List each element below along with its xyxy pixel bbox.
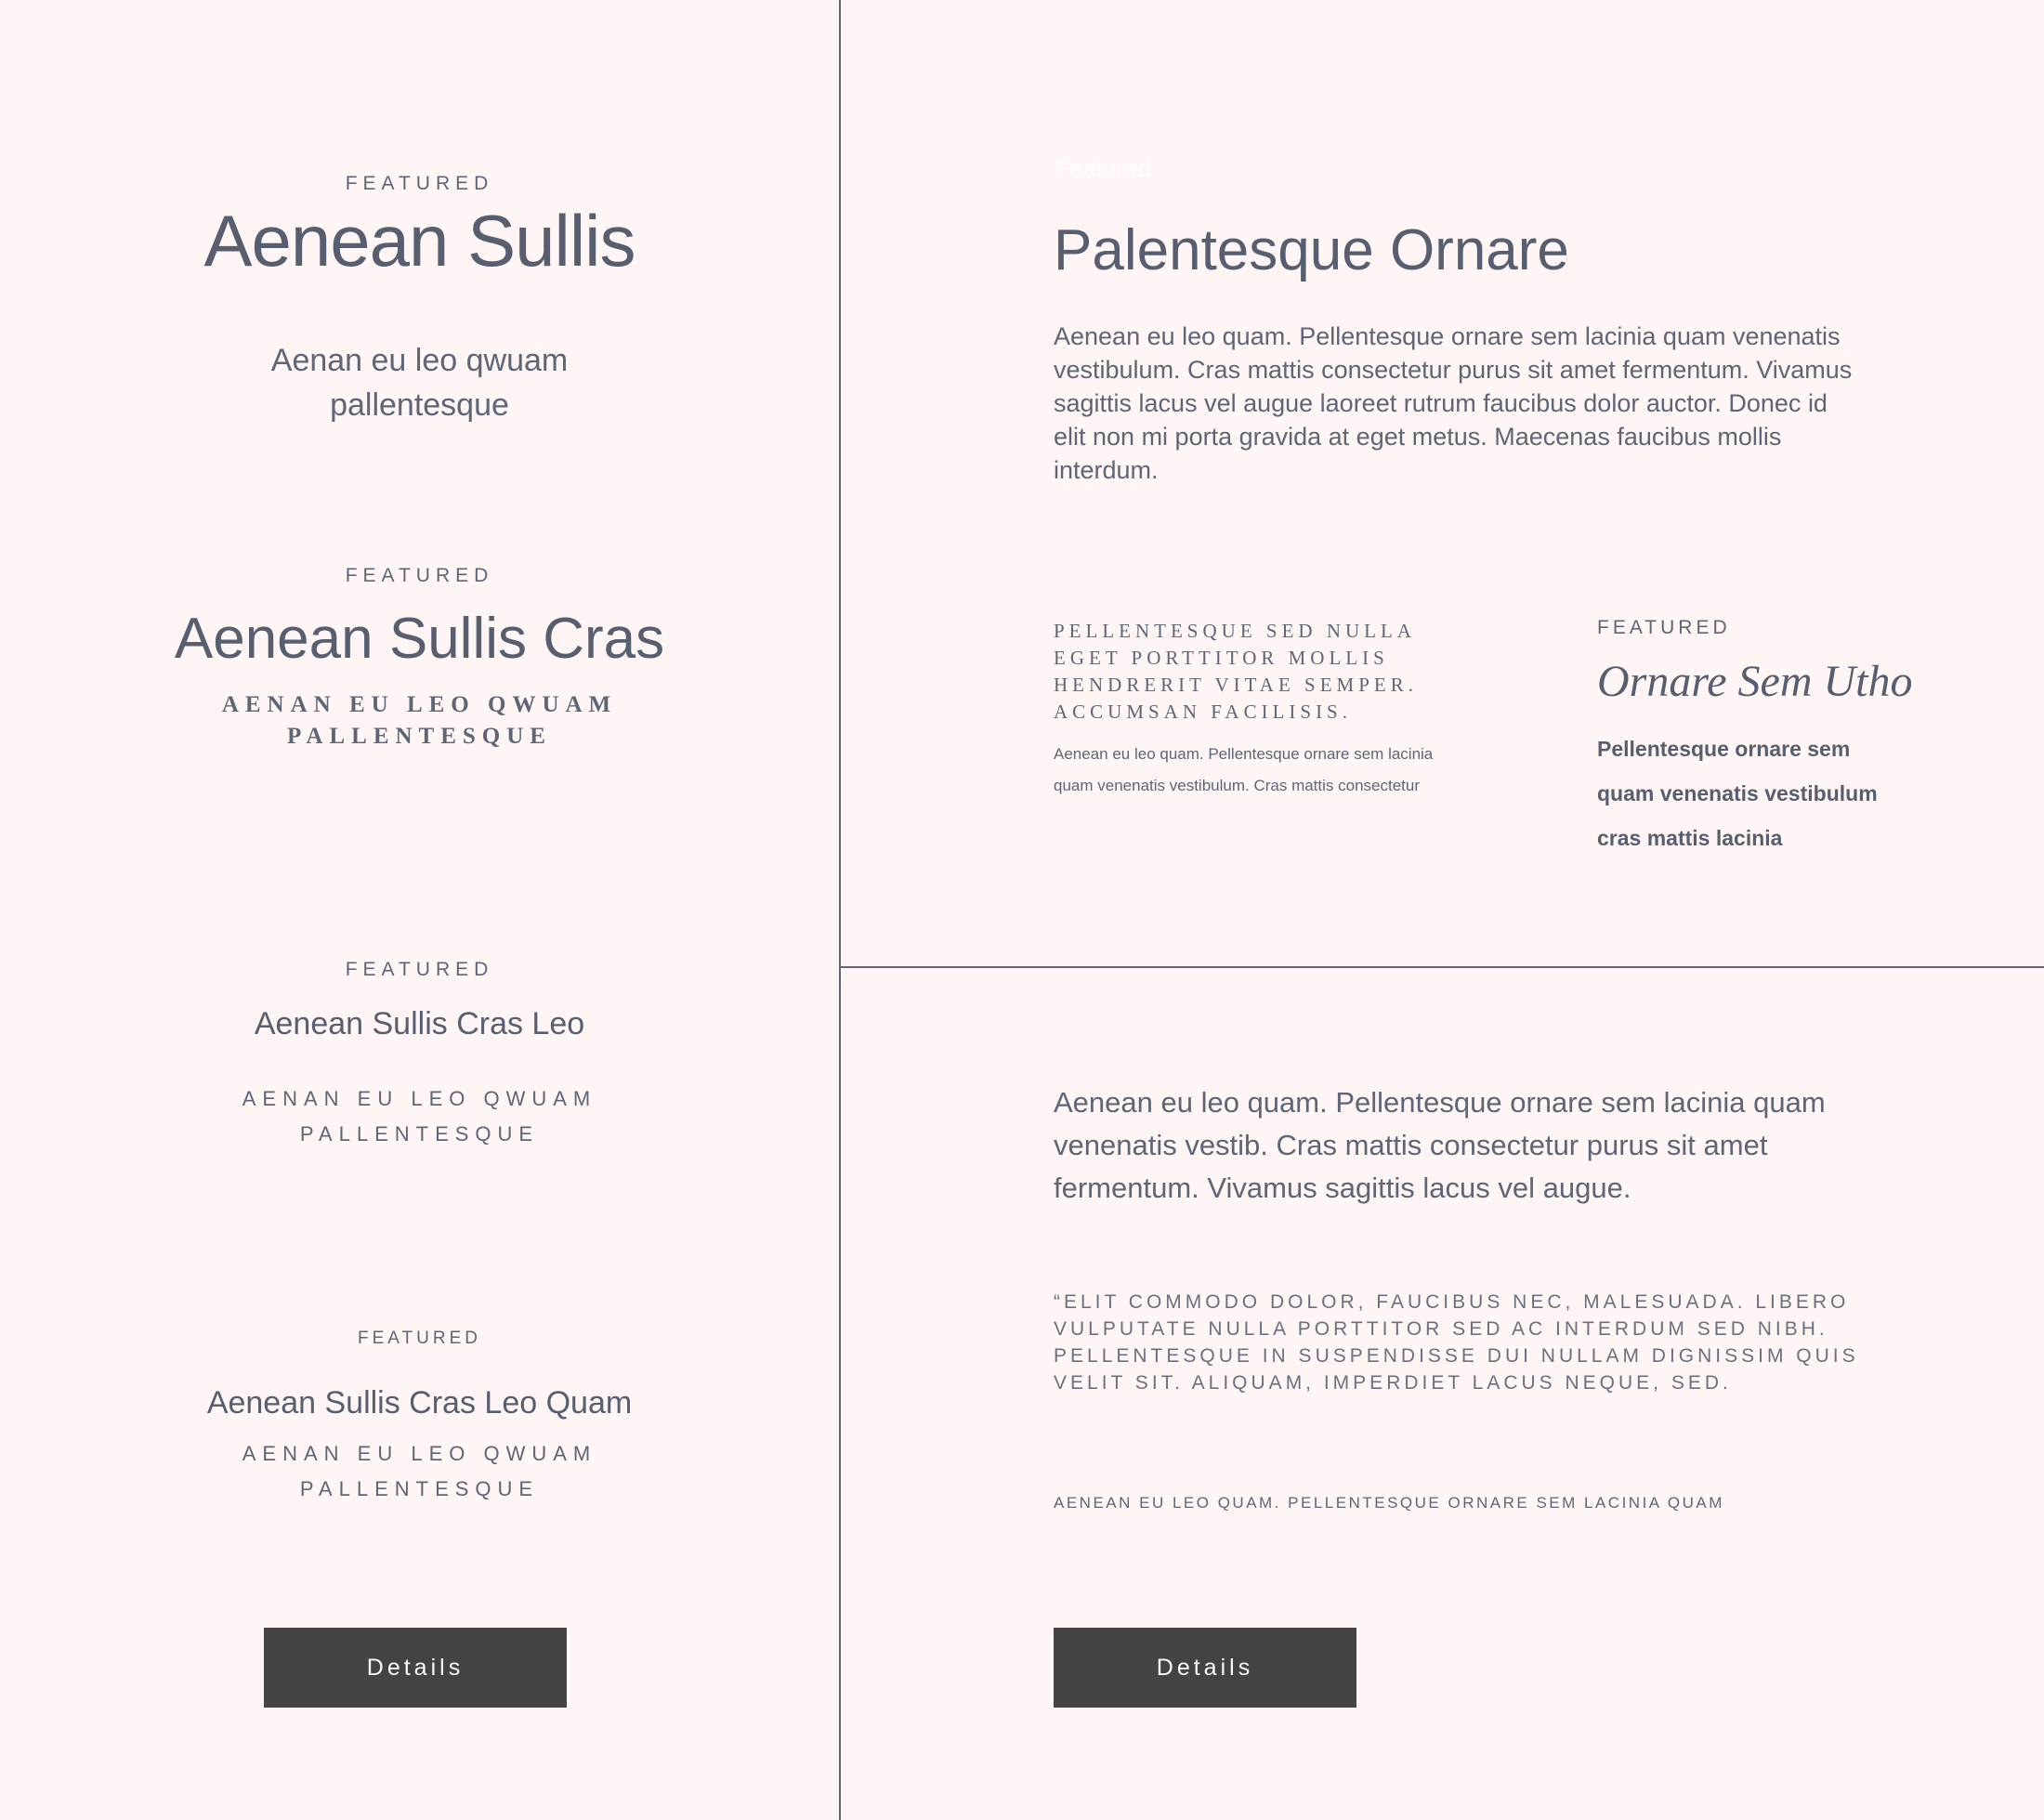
block-subtitle-line-2: PALLENTESQUE <box>299 1477 540 1500</box>
vertical-divider <box>839 0 841 1820</box>
featured-block-1 <box>0 173 839 427</box>
featured-block-2 <box>0 565 839 753</box>
quote-line: VULPUTATE NULLA PORTTITOR SED AC INTERDUM SED NIBH. <box>1054 1318 1828 1340</box>
intro-paragraph <box>1054 320 1890 487</box>
block-subtitle-line-2: PALLENTESQUE <box>299 1122 540 1146</box>
paragraph-line: sagittis lacus vel augue laoreet rutrum faucibus dolor auctor. Donec id <box>1054 389 1828 417</box>
featured-column <box>1597 617 2006 860</box>
eyebrow-label: FEATURED <box>345 959 494 980</box>
quote-block <box>1054 1289 1983 1396</box>
caps-line: EGET PORTTITOR MOLLIS <box>1054 647 1389 669</box>
paragraph-line: elit non mi porta gravida at eget metus. Maecenas faucibus mollis <box>1054 423 1782 451</box>
eyebrow-label: FEATURED <box>345 565 494 586</box>
quote-line: “ELIT COMMODO DOLOR, FAUCIBUS NEC, MALESUADA. LIBERO <box>1054 1291 1850 1313</box>
details-button-right[interactable]: Details <box>1054 1628 1356 1708</box>
horizontal-divider <box>841 966 2044 968</box>
caps-line: HENDRERIT VITAE SEMPER. <box>1054 674 1418 696</box>
details-button-left[interactable]: Details <box>264 1628 567 1708</box>
block-title: Aenean Sullis Cras Leo Quam <box>206 1385 633 1421</box>
paragraph-line: Aenean eu leo quam. Pellentesque ornare sem lacinia quam venenatis <box>1054 322 1841 350</box>
featured-block-3 <box>0 959 839 1152</box>
featured-block-4 <box>0 1329 839 1507</box>
eyebrow-label: FEATURED <box>345 173 494 194</box>
caps-line: ACCUMSAN FACILISIS. <box>1054 701 1352 723</box>
eyebrow-label: FEATURED <box>1597 617 1731 638</box>
caps-small-line: AENEAN EU LEO QUAM. PELLENTESQUE ORNARE SEM LACINIA QUAM <box>1054 1494 1724 1512</box>
block-subtitle-line-1: AENAN EU LEO QWUAM <box>242 1087 597 1110</box>
small-text-line: Aenean eu leo quam. Pellentesque ornare sem lacinia <box>1054 745 1434 763</box>
italic-title: Ornare Sem Utho <box>1597 657 1913 706</box>
block-title: Aenean Sullis Cras <box>174 607 665 671</box>
block-subtitle-line-1: AENAN EU LEO QWUAM <box>221 692 618 717</box>
small-text-line: quam venenatis vestibulum. Cras mattis consectetur <box>1054 777 1421 794</box>
block-subtitle-line-1: Aenan eu leo qwuam <box>270 343 569 378</box>
block-subtitle-line-2: pallentesque <box>330 387 509 423</box>
block-subtitle-line-1: AENAN EU LEO QWUAM <box>242 1442 597 1465</box>
bold-line: cras mattis lacinia <box>1597 826 1783 850</box>
caps-line: PELLENTESQUE SED NULLA <box>1054 620 1416 642</box>
lead-line: venenatis vestib. Cras mattis consectetur purus sit amet <box>1054 1129 1768 1161</box>
eyebrow-label: FEATURED <box>358 1329 481 1348</box>
serif-caps-column <box>1054 618 1500 802</box>
quote-line: VELIT SIT. ALIQUAM, IMPERDIET LACUS NEQUE, SED. <box>1054 1372 1732 1394</box>
paragraph-line: interdum. <box>1054 456 1159 484</box>
ghost-featured-label: Featured <box>1055 154 1152 182</box>
lead-paragraph <box>1054 1081 1983 1210</box>
quote-line: PELLENTESQUE IN SUSPENDISSE DUI NULLAM DIGNISSIM QUIS <box>1054 1345 1859 1367</box>
block-title: Aenean Sullis <box>203 200 635 282</box>
lead-line: fermentum. Vivamus sagittis lacus vel augue. <box>1054 1172 1631 1204</box>
panel-title: Palentesque Ornare <box>1054 218 1569 282</box>
paragraph-line: vestibulum. Cras mattis consectetur purus sit amet fermentum. Vivamus <box>1054 356 1853 384</box>
block-title: Aenean Sullis Cras Leo <box>254 1006 585 1041</box>
bold-line: Pellentesque ornare sem <box>1597 737 1851 761</box>
bold-line: quam venenatis vestibulum <box>1597 781 1878 805</box>
block-subtitle-line-2: PALLENTESQUE <box>287 724 552 749</box>
lead-line: Aenean eu leo quam. Pellentesque ornare sem lacinia quam <box>1054 1086 1826 1119</box>
